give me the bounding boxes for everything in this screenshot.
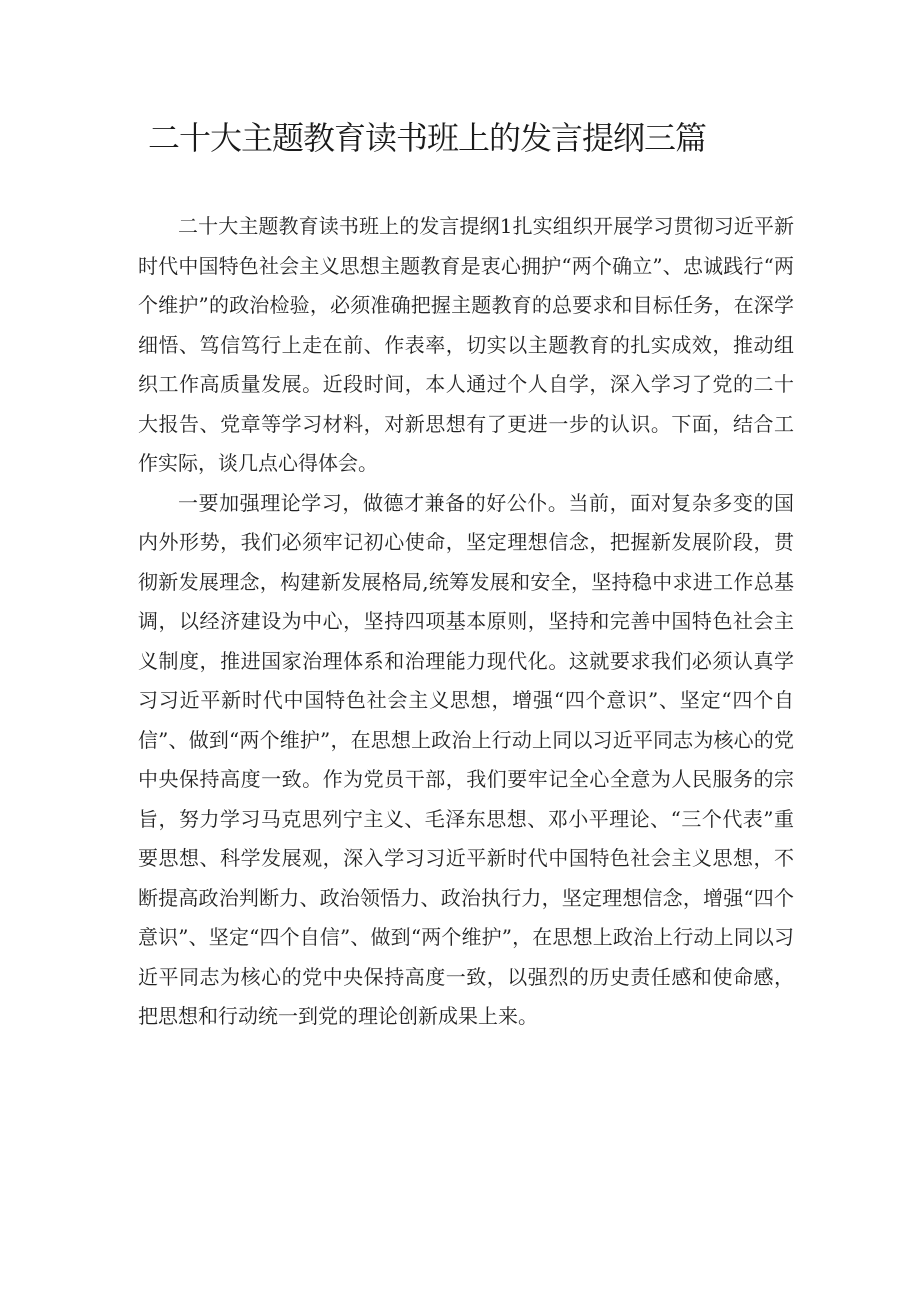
document-body	[138, 207, 794, 1037]
paragraph: 二十大主题教育读书班上的发言提纲1扎实组织开展学习贯彻习近平新时代中国特色社会主义思想主题教育是衷心拥护“两个确立”、忠诚践行“两个维护”的政治检验，必须准确把握主题教育的总要求和目标任务，在深学细悟、笃信笃行上走在前、作表率，切实以主题教育的扎实成效，推动组织工作高质量发展。近段时间，本人通过个人自学，深入学习了党的二十大报告、党章等学习材料，对新思想有了更进一步的认识。下面，结合工作实际，谈几点心得体会。	[138, 214, 794, 475]
document-title: 二十大主题教育读书班上的发言提纲三篇	[148, 119, 707, 157]
paragraph: 一要加强理论学习，做德才兼备的好公仆。当前，面对复杂多变的国内外形势，我们必须牢记初心使命，坚定理想信念，把握新发展阶段，贯彻新发展理念，构建新发展格局,统筹发展和安全，坚持稳中求进工作总基调，以经济建设为中心，坚持四项基本原则，坚持和完善中国特色社会主义制度，推进国家治理体系和治理能力现代化。这就要求我们必须认真学习习近平新时代中国特色社会主义思想，增强“四个意识”、坚定“四个自信”、做到“两个维护”，在思想上政治上行动上同以习近平同志为核心的党中央保持高度一致。作为党员干部，我们要牢记全心全意为人民服务的宗旨，努力学习马克思列宁主义、毛泽东思想、邓小平理论、“三个代表”重要思想、科学发展观，深入学习习近平新时代中国特色社会主义思想，不断提高政治判断力、政治领悟力、政治执行力，坚定理想信念，增强“四个意识”、坚定“四个自信”、做到“两个维护”，在思想上政治上行动上同以习近平同志为核心的党中央保持高度一致，以强烈的历史责任感和使命感，把思想和行动统一到党的理论创新成果上来。	[138, 490, 794, 1028]
